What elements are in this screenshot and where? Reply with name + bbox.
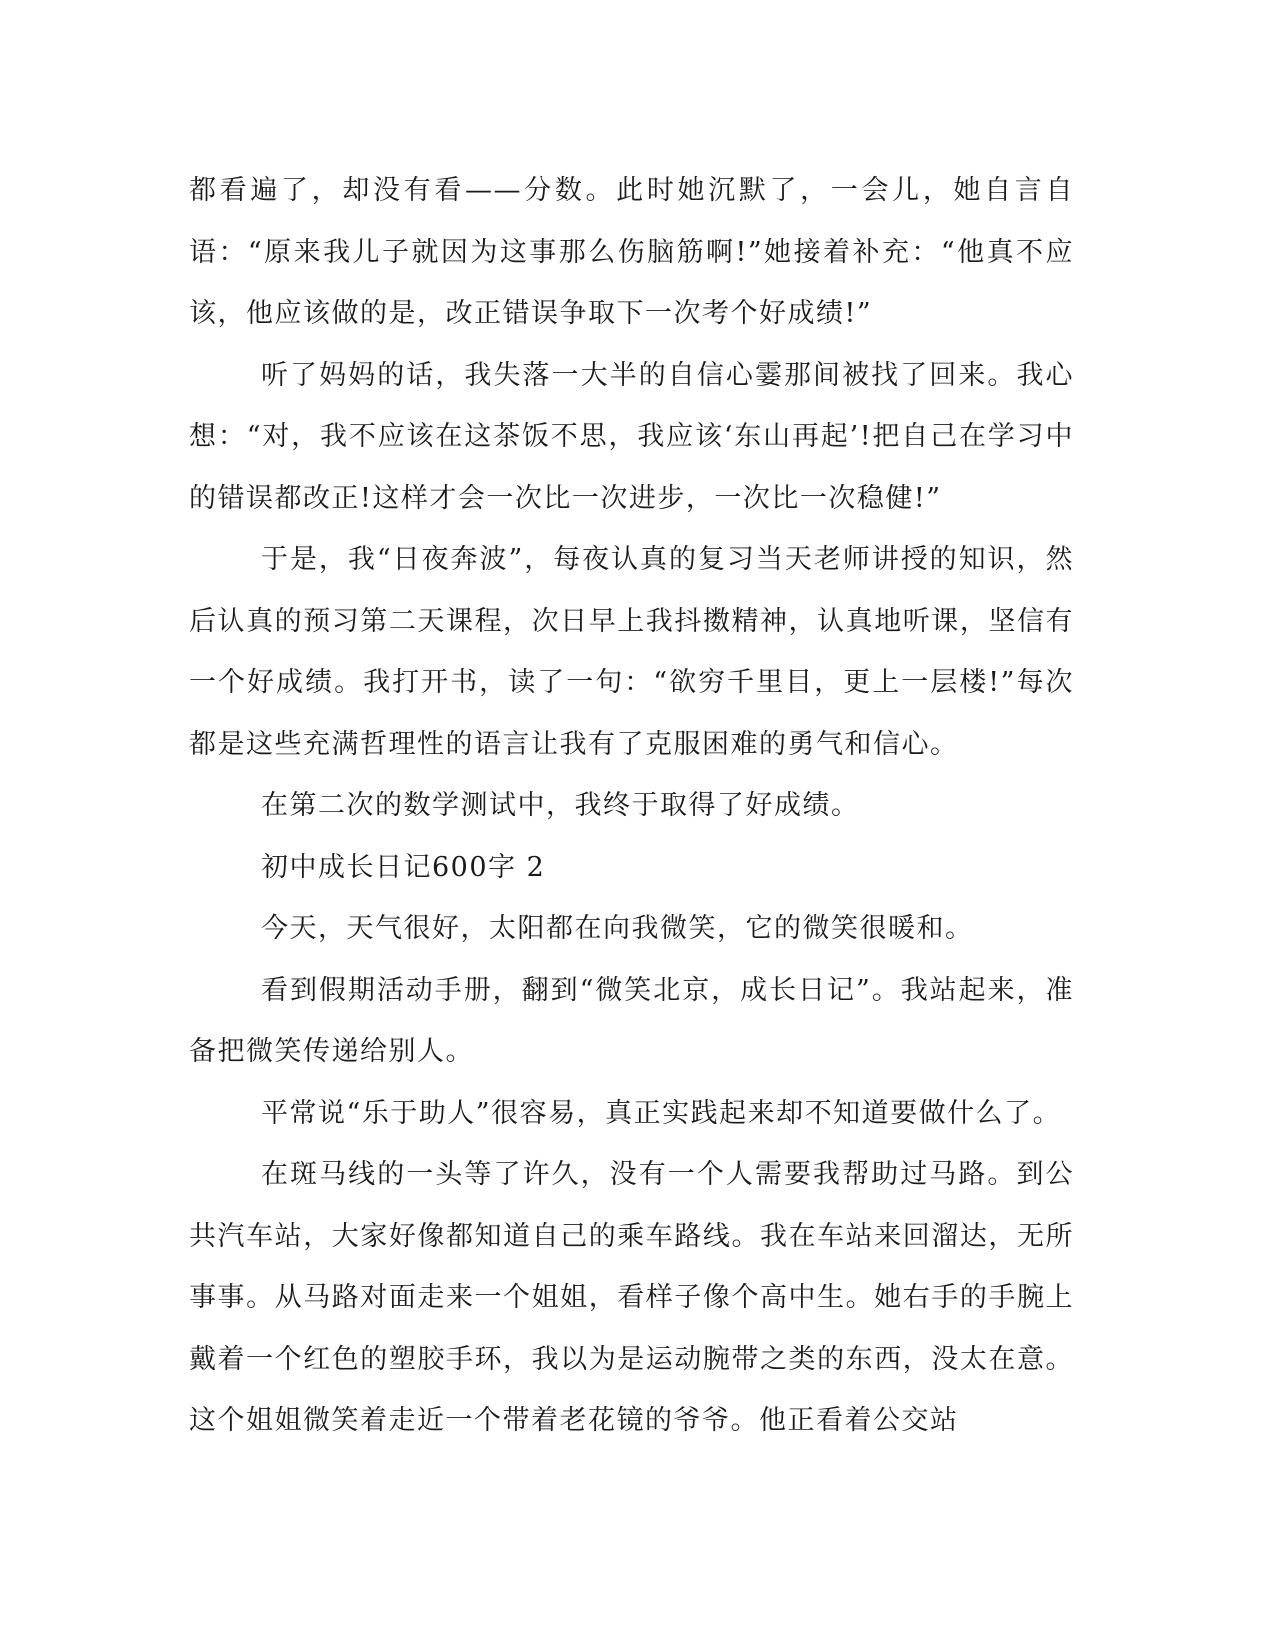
paragraph: 听了妈妈的话，我失落一大半的自信心霎那间被找了回来。我心想：“对，我不应该在这茶饭不思，我应该‘东山再起’!把自己在学习中的错误都改正!这样才会一次比一次进步，一次比一次稳健!”	[189, 359, 1074, 514]
paragraph: 今天，天气很好，太阳都在向我微笑，它的微笑很暖和。	[261, 913, 974, 944]
paragraph: 于是，我“日夜奔波”，每夜认真的复习当天老师讲授的知识，然后认真的预习第二天课程，次日早上我抖擞精神，认真地听课，坚信有一个好成绩。我打开书，读了一句：“欲穷千里目，更上一层楼!”每次都是这些充满哲理性的语言让我有了克服困难的勇气和信心。	[189, 544, 1074, 760]
document-body	[189, 160, 1074, 1452]
paragraph: 平常说“乐于助人”很容易，真正实践起来却不知道要做什么了。	[261, 1097, 1062, 1129]
paragraph: 看到假期活动手册，翻到“微笑北京，成长日记”。我站起来，准备把微笑传递给别人。	[189, 974, 1074, 1067]
section-heading: 初中成长日记600字 2	[261, 851, 546, 883]
paragraph: 都看遍了，却没有看——分数。此时她沉默了，一会儿，她自言自语：“原来我儿子就因为这事那么伤脑筋啊!”她接着补充：“他真不应该，他应该做的是，改正错误争取下一次考个好成绩!”	[189, 175, 1074, 329]
paragraph: 在斑马线的一头等了许久，没有一个人需要我帮助过马路。到公共汽车站，大家好像都知道自己的乘车路线。我在车站来回溜达，无所事事。从马路对面走来一个姐姐，看样子像个高中生。她右手的手腕上戴着一个红色的塑胶手环，我以为是运动腕带之类的东西，没太在意。这个姐姐微笑着走近一个带着老花镜的爷爷。他正看着公交站	[189, 1159, 1074, 1436]
paragraph: 在第二次的数学测试中，我终于取得了好成绩。	[261, 790, 860, 821]
